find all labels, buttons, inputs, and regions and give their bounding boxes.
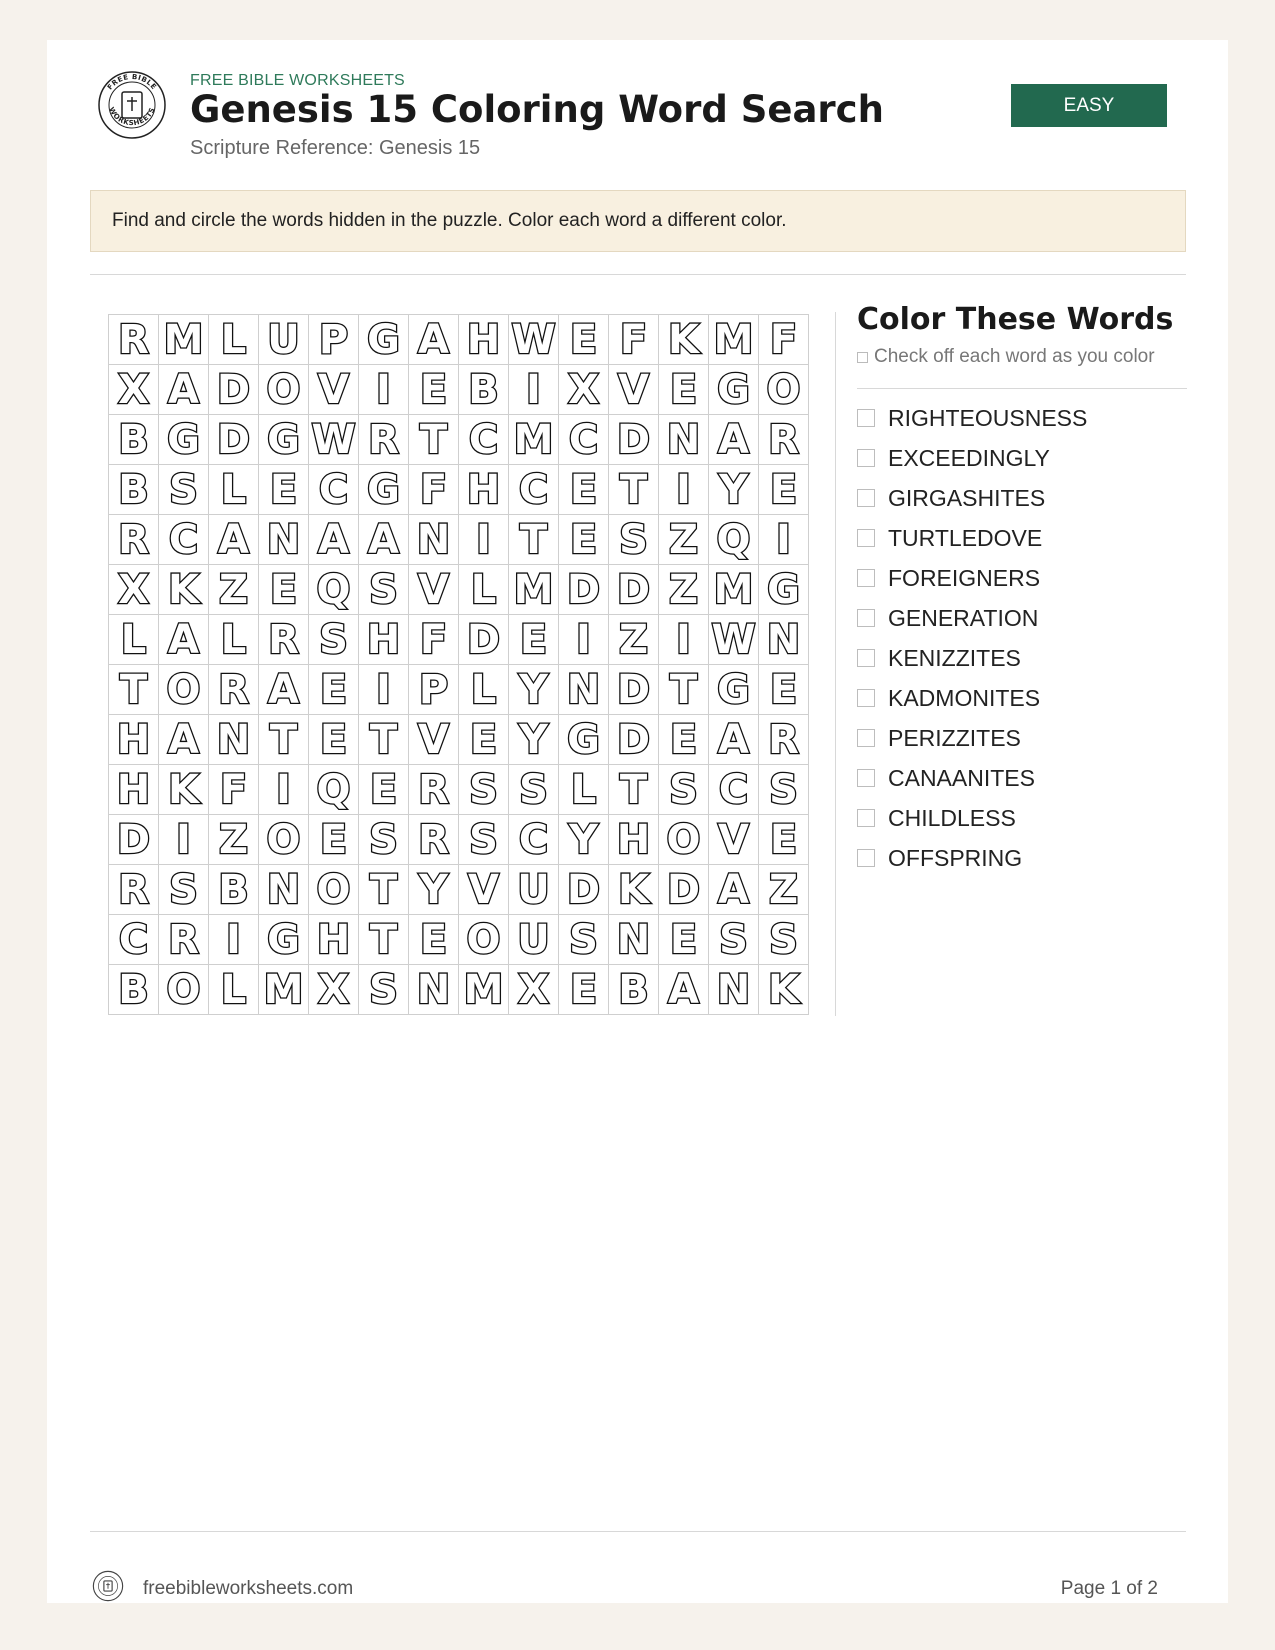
grid-cell: H [609,815,659,865]
grid-cell: Q [709,515,759,565]
grid-cell: E [309,815,359,865]
grid-cell: I [359,365,409,415]
grid-cell: C [109,915,159,965]
grid-cell: I [659,615,709,665]
grid-cell: A [159,715,209,765]
grid-cell: S [759,765,809,815]
grid-cell: G [359,465,409,515]
grid-cell: A [709,865,759,915]
word-label: OFFSPRING [888,844,1023,871]
word-list-item [857,678,1087,718]
grid-cell: O [159,665,209,715]
scripture-reference: Scripture Reference: Genesis 15 [190,137,481,159]
grid-cell: E [409,915,459,965]
grid-cell: M [509,415,559,465]
grid-cell: O [259,365,309,415]
grid-cell: Z [609,615,659,665]
grid-cell: V [459,865,509,915]
grid-cell: C [559,415,609,465]
grid-cell: S [309,615,359,665]
grid-cell: O [309,865,359,915]
brand-name: FREE BIBLE WORKSHEETS [190,72,405,89]
grid-cell: K [659,315,709,365]
grid-cell: S [609,515,659,565]
grid-cell: L [209,965,259,1015]
grid-cell: N [709,965,759,1015]
column-divider [835,312,836,1016]
grid-cell: A [159,615,209,665]
grid-cell: L [559,765,609,815]
grid-cell: E [559,965,609,1015]
word-label: RIGHTEOUSNESS [888,404,1088,431]
grid-cell: H [459,465,509,515]
word-checkbox[interactable] [857,809,875,827]
grid-cell: E [759,665,809,715]
word-label: PERIZZITES [888,724,1021,751]
grid-cell: T [109,665,159,715]
word-checkbox[interactable] [857,849,875,867]
grid-cell: S [359,565,409,615]
grid-cell: R [159,915,209,965]
grid-cell: A [709,715,759,765]
grid-cell: Q [309,565,359,615]
grid-cell: P [409,665,459,715]
grid-cell: R [759,715,809,765]
grid-cell: M [259,965,309,1015]
grid-cell: B [109,465,159,515]
grid-cell: T [509,515,559,565]
word-checkbox[interactable] [857,449,875,467]
grid-cell: K [159,565,209,615]
word-checkbox[interactable] [857,769,875,787]
grid-cell: S [759,915,809,965]
grid-cell: L [209,465,259,515]
footer-divider [90,1531,1186,1532]
grid-cell: C [509,465,559,515]
grid-cell: R [359,415,409,465]
grid-cell: G [559,715,609,765]
grid-cell: A [659,965,709,1015]
grid-cell: E [309,665,359,715]
grid-cell: E [759,465,809,515]
word-checkbox[interactable] [857,649,875,667]
grid-cell: P [309,315,359,365]
grid-cell: C [509,815,559,865]
grid-cell: E [359,765,409,815]
grid-cell: O [159,965,209,1015]
grid-cell: Y [559,815,609,865]
word-list-item [857,838,1087,878]
grid-cell: B [209,865,259,915]
bible-logo-icon [97,70,167,140]
grid-cell: R [409,765,459,815]
grid-cell: D [559,865,609,915]
word-list-item [857,478,1087,518]
grid-cell: V [409,715,459,765]
grid-cell: N [409,965,459,1015]
grid-cell: Z [759,865,809,915]
grid-cell: E [659,365,709,415]
grid-cell: Y [509,715,559,765]
worksheet-page [47,40,1228,1603]
word-list-item [857,798,1087,838]
word-label: KENIZZITES [888,644,1021,671]
word-list-item [857,558,1087,598]
grid-cell: F [759,315,809,365]
grid-cell: E [509,615,559,665]
grid-cell: N [759,615,809,665]
grid-cell: N [559,665,609,715]
grid-cell: S [459,765,509,815]
grid-cell: E [759,815,809,865]
grid-cell: D [609,715,659,765]
grid-cell: R [109,515,159,565]
grid-cell: H [459,315,509,365]
grid-cell: R [209,665,259,715]
grid-cell: D [609,665,659,715]
grid-cell: C [459,415,509,465]
grid-cell: D [209,365,259,415]
grid-cell: M [509,565,559,615]
word-checkbox[interactable] [857,529,875,547]
grid-cell: R [409,815,459,865]
grid-cell: O [759,365,809,415]
grid-cell: F [609,315,659,365]
grid-cell: F [209,765,259,815]
grid-cell: O [459,915,509,965]
grid-cell: Q [309,765,359,815]
grid-cell: W [309,415,359,465]
grid-cell: X [309,965,359,1015]
grid-cell: E [409,365,459,415]
word-list [857,398,1087,878]
grid-cell: L [459,565,509,615]
grid-cell: W [509,315,559,365]
grid-cell: R [109,315,159,365]
difficulty-badge: EASY [1011,84,1167,127]
grid-cell: S [459,815,509,865]
grid-cell: I [559,615,609,665]
grid-cell: B [459,365,509,415]
grid-cell: V [609,365,659,415]
word-checkbox[interactable] [857,569,875,587]
grid-cell: D [609,565,659,615]
grid-cell: F [409,615,459,665]
grid-cell: N [659,415,709,465]
word-checkbox[interactable] [857,489,875,507]
grid-cell: A [159,365,209,415]
instructions-box [90,190,1186,252]
grid-cell: S [559,915,609,965]
grid-cell: D [609,415,659,465]
grid-cell: I [359,665,409,715]
word-label: KADMONITES [888,684,1041,711]
page-title: Genesis 15 Coloring Word Search [190,88,884,131]
grid-cell: D [659,865,709,915]
grid-cell: E [559,465,609,515]
grid-cell: O [259,815,309,865]
grid-cell: H [309,915,359,965]
grid-cell: L [209,315,259,365]
word-list-hint-text: Check off each word as you color [874,346,1155,367]
word-label: TURTLEDOVE [888,524,1043,551]
word-list-item [857,598,1087,638]
grid-cell: F [409,465,459,515]
grid-cell: I [659,465,709,515]
grid-cell: R [109,865,159,915]
word-list-item [857,718,1087,758]
grid-cell: R [759,415,809,465]
grid-cell: X [559,365,609,415]
grid-cell: T [609,465,659,515]
grid-cell: U [509,915,559,965]
grid-cell: E [559,315,609,365]
grid-cell: V [409,565,459,615]
word-label: GENERATION [888,604,1039,631]
grid-cell: A [259,665,309,715]
grid-cell: S [659,765,709,815]
grid-cell: G [159,415,209,465]
grid-cell: T [659,665,709,715]
grid-cell: I [509,365,559,415]
grid-cell: Y [709,465,759,515]
grid-cell: V [309,365,359,415]
footer-website: freebibleworksheets.com [143,1578,354,1599]
instructions-text: Find and circle the words hidden in the puzzle. Color each word a different color. [112,210,787,231]
grid-cell: E [659,715,709,765]
grid-cell: K [759,965,809,1015]
word-checkbox[interactable] [857,609,875,627]
word-checkbox[interactable] [857,409,875,427]
grid-cell: H [109,765,159,815]
grid-cell: H [109,715,159,765]
grid-cell: A [209,515,259,565]
grid-cell: I [759,515,809,565]
word-label: FOREIGNERS [888,564,1041,591]
grid-cell: I [259,765,309,815]
logo-text-bottom: WORKSHEETS [107,105,157,128]
footer-logo-icon [92,1570,124,1602]
grid-cell: K [159,765,209,815]
word-list-item [857,518,1087,558]
grid-cell: B [109,965,159,1015]
word-list-hint [857,346,1155,368]
word-label: CHILDLESS [888,804,1016,831]
grid-cell: X [109,565,159,615]
word-checkbox[interactable] [857,729,875,747]
grid-cell: A [709,415,759,465]
grid-cell: E [259,565,309,615]
grid-cell: G [709,365,759,415]
grid-cell: M [159,315,209,365]
word-list-title: Color These Words [857,302,1174,337]
grid-cell: I [209,915,259,965]
grid-cell: U [259,315,309,365]
grid-cell: S [359,815,409,865]
grid-cell: I [159,815,209,865]
grid-cell: Z [209,565,259,615]
grid-cell: H [359,615,409,665]
grid-cell: A [359,515,409,565]
grid-cell: K [609,865,659,915]
grid-cell: S [509,765,559,815]
grid-cell: X [509,965,559,1015]
word-checkbox[interactable] [857,689,875,707]
grid-cell: S [159,465,209,515]
grid-cell: C [159,515,209,565]
grid-cell: T [359,715,409,765]
word-label: GIRGASHITES [888,484,1046,511]
grid-cell: E [259,465,309,515]
grid-cell: B [109,415,159,465]
grid-cell: E [309,715,359,765]
grid-cell: D [559,565,609,615]
grid-cell: N [259,515,309,565]
grid-cell: Z [659,565,709,615]
grid-cell: L [459,665,509,715]
grid-cell: O [659,815,709,865]
grid-cell: Y [509,665,559,715]
grid-cell: G [259,915,309,965]
grid-cell: G [359,315,409,365]
grid-cell: T [259,715,309,765]
grid-cell: G [259,415,309,465]
grid-cell: I [459,515,509,565]
grid-cell: S [159,865,209,915]
grid-cell: U [509,865,559,915]
grid-cell: R [259,615,309,665]
word-list-item [857,758,1087,798]
grid-cell: N [409,515,459,565]
grid-cell: G [759,565,809,615]
page-number: Page 1 of 2 [1060,1578,1158,1599]
grid-cell: V [709,815,759,865]
grid-cell: C [709,765,759,815]
grid-cell: D [209,415,259,465]
grid-cell: Z [659,515,709,565]
grid-cell: G [709,665,759,715]
grid-cell: D [109,815,159,865]
grid-cell: T [359,865,409,915]
grid-cell: T [409,415,459,465]
grid-cell: W [709,615,759,665]
grid-cell: A [409,315,459,365]
header-divider [90,274,1186,275]
word-list-item [857,398,1087,438]
grid-cell: C [309,465,359,515]
grid-cell: S [359,965,409,1015]
grid-cell: M [459,965,509,1015]
logo-text-top: FREE BIBLE [105,72,159,92]
grid-cell: T [359,915,409,965]
grid-cell: L [109,615,159,665]
word-label: EXCEEDINGLY [888,444,1050,471]
word-list-item [857,438,1087,478]
grid-cell: D [459,615,509,665]
word-search-grid [108,314,809,1015]
grid-cell: M [709,565,759,615]
grid-cell: E [559,515,609,565]
grid-cell: N [259,865,309,915]
word-list-item [857,638,1087,678]
grid-cell: E [659,915,709,965]
grid-cell: L [209,615,259,665]
grid-cell: A [309,515,359,565]
grid-cell: Z [209,815,259,865]
grid-cell: N [209,715,259,765]
checkbox-hint-icon [857,352,868,363]
grid-cell: Y [409,865,459,915]
grid-cell: B [609,965,659,1015]
word-label: CANAANITES [888,764,1035,791]
grid-cell: M [709,315,759,365]
grid-cell: S [709,915,759,965]
grid-cell: X [109,365,159,415]
grid-cell: N [609,915,659,965]
word-list-divider [857,388,1187,389]
grid-cell: E [459,715,509,765]
grid-cell: T [609,765,659,815]
